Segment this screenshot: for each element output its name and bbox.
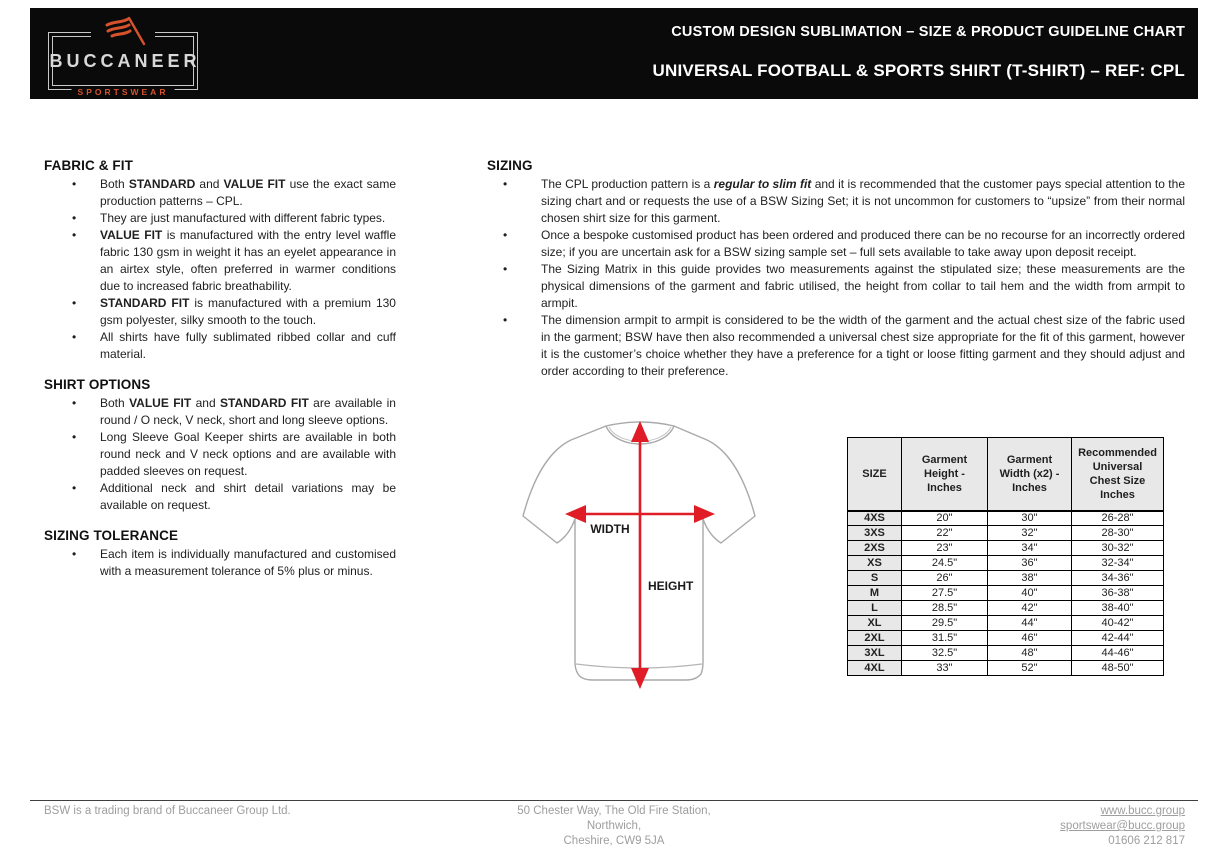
- footer-address-line: Cheshire, CW9 5JA: [563, 835, 665, 847]
- size-cell: 4XS: [848, 511, 902, 526]
- column-header: SIZE: [848, 438, 902, 511]
- bullet-item: • Each item is individually manufactured and customised with a measurement tolerance of 5% plus or minus.: [44, 546, 396, 580]
- size-row: [848, 646, 1164, 661]
- logo-sub-text: SPORTSWEAR: [72, 87, 175, 97]
- size-row: [848, 556, 1164, 571]
- size-cell: 3XS: [848, 526, 902, 541]
- bullet-list: [487, 176, 1185, 380]
- header-bar: [30, 8, 1198, 99]
- right-column: [487, 158, 1185, 394]
- size-cell: 2XS: [848, 541, 902, 556]
- bullet-item: • VALUE FIT is manufactured with the entry level waffle fabric 130 gsm in weight it has an eyelet appearance in an airtex style, often preferred in warmer conditions due to increased fabric breathability.: [44, 227, 396, 295]
- value-cell: 28.5": [902, 601, 988, 616]
- value-cell: 32": [988, 526, 1072, 541]
- value-cell: 24.5": [902, 556, 988, 571]
- value-cell: 44-46": [1072, 646, 1164, 661]
- value-cell: 36": [988, 556, 1072, 571]
- section-heading: SIZING: [487, 158, 533, 173]
- section-sizing: [487, 158, 1185, 380]
- website-link[interactable]: www.bucc.group: [1100, 805, 1185, 817]
- sizing-table-header-row: [848, 438, 1164, 511]
- size-row: [848, 526, 1164, 541]
- value-cell: 20": [902, 511, 988, 526]
- size-row: [848, 631, 1164, 646]
- value-cell: 32.5": [902, 646, 988, 661]
- value-cell: 40": [988, 586, 1072, 601]
- size-cell: S: [848, 571, 902, 586]
- height-label: HEIGHT: [648, 579, 694, 593]
- bullet-item: • The CPL production pattern is a regular to slim fit and it is recommended that the customer pays special attention to the sizing chart and or requests the use of a BSW Sizing Set; it is not uncommon for customers to “upsize” from their normal chosen shirt size for this garment.: [487, 176, 1185, 227]
- value-cell: 30-32": [1072, 541, 1164, 556]
- footer-phone: 01606 212 817: [1108, 835, 1185, 847]
- value-cell: 32-34": [1072, 556, 1164, 571]
- brand-logo: [48, 18, 201, 97]
- size-row: [848, 601, 1164, 616]
- header-titles: [653, 24, 1185, 81]
- value-cell: 27.5": [902, 586, 988, 601]
- bullet-item: • Both VALUE FIT and STANDARD FIT are available in round / O neck, V neck, short and long sleeve options.: [44, 395, 396, 429]
- value-cell: 42": [988, 601, 1072, 616]
- value-cell: 31.5": [902, 631, 988, 646]
- value-cell: 26-28": [1072, 511, 1164, 526]
- value-cell: 42-44": [1072, 631, 1164, 646]
- value-cell: 22": [902, 526, 988, 541]
- flag-icon: [91, 15, 155, 47]
- section-sizing-tolerance: [44, 528, 396, 580]
- value-cell: 38-40": [1072, 601, 1164, 616]
- size-cell: 2XL: [848, 631, 902, 646]
- value-cell: 26": [902, 571, 988, 586]
- bullet-list: [44, 395, 396, 514]
- value-cell: 52": [988, 661, 1072, 676]
- left-column: [44, 158, 396, 594]
- value-cell: 30": [988, 511, 1072, 526]
- section-fabric-and-fit: [44, 158, 396, 363]
- bullet-item: • All shirts have fully sublimated ribbed collar and cuff material.: [44, 329, 396, 363]
- sizing-table: [847, 437, 1164, 676]
- bullet-item: • The dimension armpit to armpit is considered to be the width of the garment and the actual chest size of the fabric used in the garment; BSW have then also recommended a universal chest size appropriate for the fit of this garment, however it is the customer’s choice whether they have a preference for a tight or loose fitting garment and they should adjust and order according to their preference.: [487, 312, 1185, 380]
- footer-address-line: 50 Chester Way, The Old Fire Station,: [517, 805, 711, 817]
- size-cell: XS: [848, 556, 902, 571]
- sizing-table-wrap: [847, 437, 1164, 676]
- logo-brand-text: BUCCANEER: [49, 50, 201, 71]
- column-header: Garment Width (x2) - Inches: [988, 438, 1072, 511]
- value-cell: 40-42": [1072, 616, 1164, 631]
- document-title: UNIVERSAL FOOTBALL & SPORTS SHIRT (T-SHIRT) – REF: CPL: [652, 61, 1185, 80]
- bullet-item: • Both STANDARD and VALUE FIT use the exact same production patterns – CPL.: [44, 176, 396, 210]
- tshirt-measurement-diagram: [518, 410, 764, 708]
- value-cell: 36-38": [1072, 586, 1164, 601]
- footer-contact: [1060, 804, 1185, 849]
- size-row: [848, 616, 1164, 631]
- value-cell: 44": [988, 616, 1072, 631]
- footer-divider: [30, 800, 1198, 801]
- section-heading: SIZING TOLERANCE: [44, 528, 179, 543]
- column-header: Recommended Universal Chest Size Inches: [1072, 438, 1164, 511]
- bullet-item: • Additional neck and shirt detail variations may be available on request.: [44, 480, 396, 514]
- value-cell: 33": [902, 661, 988, 676]
- value-cell: 38": [988, 571, 1072, 586]
- value-cell: 29.5": [902, 616, 988, 631]
- section-heading: SHIRT OPTIONS: [44, 377, 151, 392]
- size-row: [848, 571, 1164, 586]
- section-heading: FABRIC & FIT: [44, 158, 133, 173]
- bullet-item: • The Sizing Matrix in this guide provides two measurements against the stipulated size; these measurements are the physical dimensions of the garment and fabric utilised, the height from collar to tail hem and the width from armpit to armpit.: [487, 261, 1185, 312]
- size-cell: XL: [848, 616, 902, 631]
- bullet-item: • STANDARD FIT is manufactured with a premium 130 gsm polyester, silky smooth to the touch.: [44, 295, 396, 329]
- document-subtitle: CUSTOM DESIGN SUBLIMATION – SIZE & PRODUCT GUIDELINE CHART: [671, 24, 1185, 40]
- size-row: [848, 661, 1164, 676]
- size-row: [848, 511, 1164, 526]
- bullet-item: • Once a bespoke customised product has been ordered and produced there can be no recourse for an incorrectly ordered size; if you are uncertain ask for a BSW sizing sample set – full sets available to take away upon deposit receipt.: [487, 227, 1185, 261]
- value-cell: 34-36": [1072, 571, 1164, 586]
- value-cell: 28-30": [1072, 526, 1164, 541]
- value-cell: 48": [988, 646, 1072, 661]
- size-cell: 4XL: [848, 661, 902, 676]
- width-label: WIDTH: [590, 522, 630, 536]
- bullet-list: [44, 546, 396, 580]
- email-link[interactable]: sportswear@bucc.group: [1060, 820, 1185, 832]
- bullet-item: • Long Sleeve Goal Keeper shirts are available in both round neck and V neck options and are available with padded sleeves on request.: [44, 429, 396, 480]
- footer-address: [400, 804, 828, 849]
- column-header: Garment Height - Inches: [902, 438, 988, 511]
- footer-address-line: Northwich,: [586, 820, 642, 832]
- bullet-list: [44, 176, 396, 363]
- value-cell: 23": [902, 541, 988, 556]
- size-cell: L: [848, 601, 902, 616]
- value-cell: 48-50": [1072, 661, 1164, 676]
- bullet-item: • They are just manufactured with different fabric types.: [44, 210, 396, 227]
- value-cell: 34": [988, 541, 1072, 556]
- size-row: [848, 586, 1164, 601]
- section-shirt-options: [44, 377, 396, 514]
- size-cell: 3XL: [848, 646, 902, 661]
- footer-trading-brand: BSW is a trading brand of Buccaneer Group Ltd.: [44, 805, 291, 817]
- value-cell: 46": [988, 631, 1072, 646]
- size-row: [848, 541, 1164, 556]
- size-cell: M: [848, 586, 902, 601]
